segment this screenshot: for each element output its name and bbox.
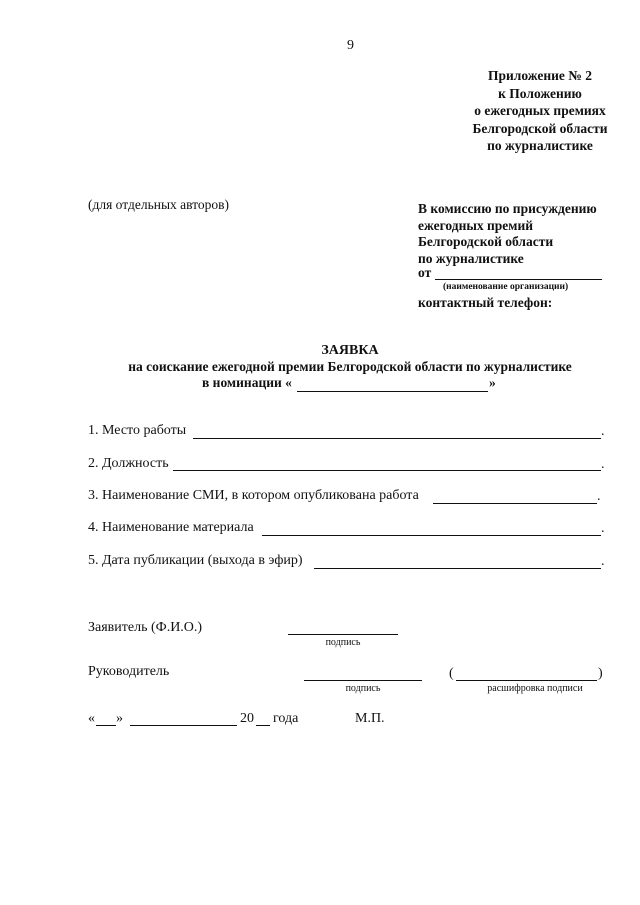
date-month-field[interactable] bbox=[130, 725, 237, 726]
stamp-label: М.П. bbox=[355, 711, 385, 726]
head-signature-field[interactable] bbox=[304, 680, 422, 681]
addressee-line: по журналистике bbox=[418, 250, 524, 266]
field-end: . bbox=[601, 457, 605, 472]
appendix-line: к Положению bbox=[498, 85, 582, 101]
date-year-suffix: года bbox=[273, 711, 299, 726]
applicant-signature-caption: подпись bbox=[325, 637, 361, 648]
head-label: Руководитель bbox=[88, 664, 170, 679]
date-quote-open: « bbox=[88, 711, 95, 726]
applicant-label: Заявитель (Ф.И.О.) bbox=[88, 620, 203, 635]
addressee-line: В комиссию по присуждению bbox=[418, 201, 597, 216]
publication-date-field[interactable] bbox=[314, 568, 601, 569]
addressee-block bbox=[418, 201, 597, 267]
from-label: от bbox=[418, 265, 432, 280]
workplace-label: 1. Место работы bbox=[88, 423, 187, 438]
page-number: 9 bbox=[347, 38, 354, 53]
position-field[interactable] bbox=[173, 470, 601, 471]
document-title: ЗАЯВКА bbox=[321, 343, 379, 358]
document-subtitle: на соискание ежегодной премии Белгородской области по журналистике bbox=[128, 359, 572, 374]
media-name-label: 3. Наименование СМИ, в котором опубликована работа bbox=[88, 488, 419, 503]
paren-close: ) bbox=[598, 666, 603, 681]
nomination-suffix: » bbox=[489, 375, 496, 390]
applicant-signature-field[interactable] bbox=[288, 634, 398, 635]
workplace-field[interactable] bbox=[193, 438, 601, 439]
appendix-block bbox=[455, 67, 625, 155]
appendix-line: Белгородской области bbox=[472, 120, 608, 136]
material-name-label: 4. Наименование материала bbox=[88, 520, 254, 535]
media-name-field[interactable] bbox=[433, 503, 597, 504]
nomination-prefix: в номинации « bbox=[202, 375, 292, 390]
position-label: 2. Должность bbox=[88, 456, 169, 471]
head-decode-caption: расшифровка подписи bbox=[487, 683, 583, 694]
nomination-field[interactable] bbox=[297, 391, 488, 392]
appendix-line: по журналистике bbox=[487, 138, 593, 153]
organization-field[interactable] bbox=[435, 279, 602, 280]
author-type-note: (для отдельных авторов) bbox=[88, 197, 230, 212]
publication-date-label: 5. Дата публикации (выхода в эфир) bbox=[88, 553, 303, 568]
date-quote-close: » bbox=[116, 711, 123, 726]
addressee-line: ежегодных премий bbox=[418, 217, 534, 233]
field-end: . bbox=[597, 489, 601, 504]
date-day-field[interactable] bbox=[96, 725, 116, 726]
material-name-field[interactable] bbox=[262, 535, 601, 536]
date-year-prefix: 20 bbox=[240, 711, 254, 726]
head-decode-field[interactable] bbox=[456, 680, 597, 681]
paren-open: ( bbox=[449, 666, 454, 681]
appendix-line: о ежегодных премиях bbox=[474, 103, 606, 118]
addressee-line: Белгородской области bbox=[418, 234, 554, 249]
organization-caption: (наименование организации) bbox=[443, 282, 569, 292]
appendix-line: Приложение № 2 bbox=[488, 68, 592, 83]
field-end: . bbox=[601, 554, 605, 569]
date-year-field[interactable] bbox=[256, 725, 270, 726]
head-signature-caption: подпись bbox=[345, 683, 381, 694]
field-end: . bbox=[601, 424, 605, 439]
field-end: . bbox=[601, 521, 605, 536]
phone-label: контактный телефон: bbox=[418, 295, 553, 310]
